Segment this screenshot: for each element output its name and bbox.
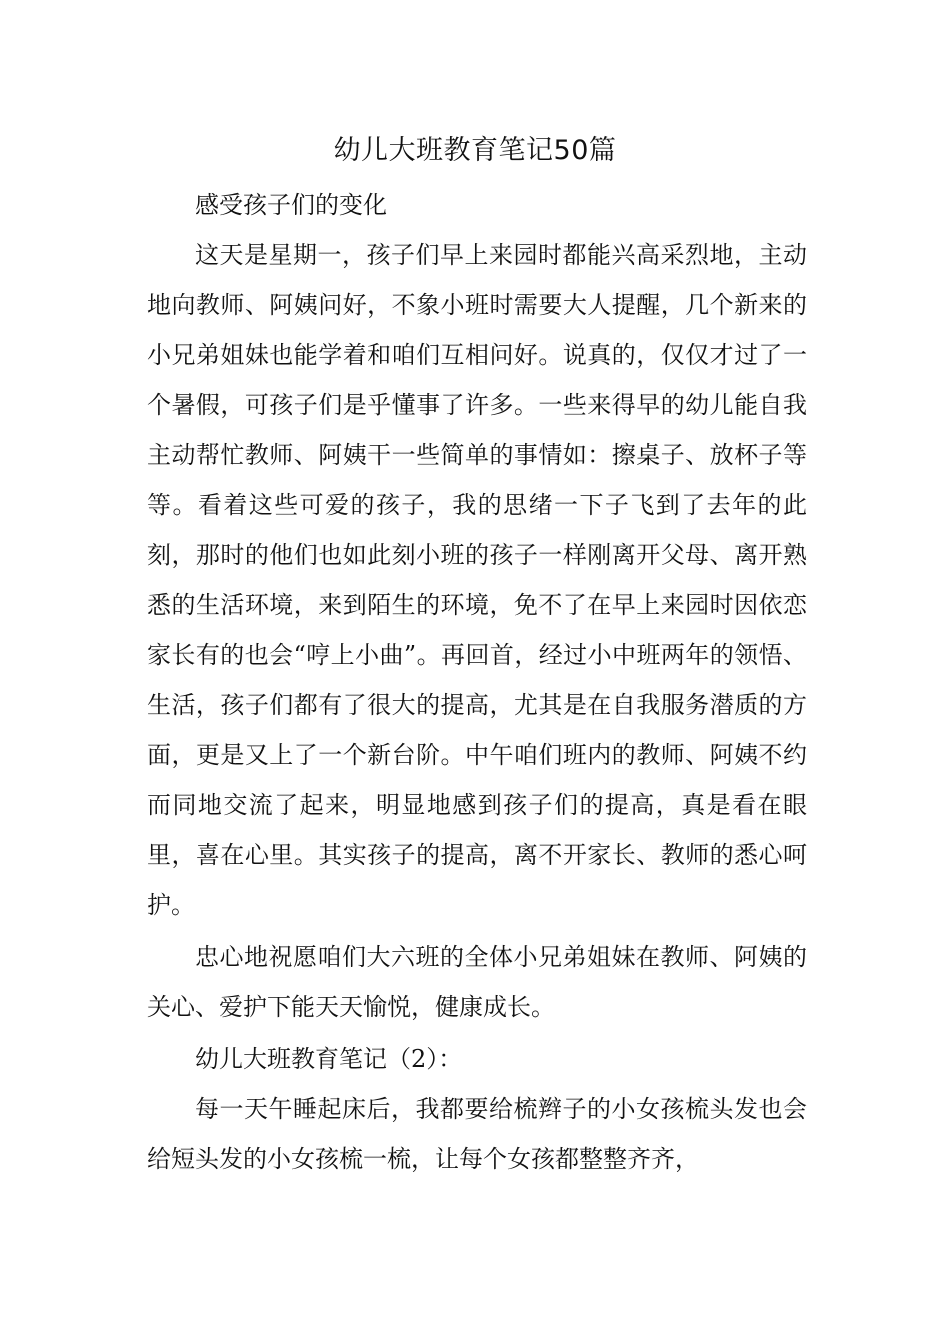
paragraph-2: 忠心地祝愿咱们大六班的全体小兄弟姐妹在教师、阿姨的关心、爱护下能天天愉悦，健康成长。	[147, 943, 807, 1021]
section-heading-2: 幼儿大班教育笔记（2）：	[195, 1045, 463, 1073]
paragraph-3: 每一天午睡起床后，我都要给梳辫子的小女孩梳头发也会给短头发的小女孩梳一梳，让每个女孩都整整齐齐，	[147, 1095, 807, 1173]
paragraph-1: 这天是星期一，孩子们早上来园时都能兴高采烈地，主动地向教师、阿姨问好，不象小班时需要大人提醒，几个新来的小兄弟姐妹也能学着和咱们互相问好。说真的，仅仅才过了一个暑假，可孩子们是乎懂事了许多。一些来得早的幼儿能自我主动帮忙教师、阿姨干一些简单的事情如：擦桌子、放杯子等等。看着这些可爱的孩子，我的思绪一下子飞到了去年的此刻，那时的他们也如此刻小班的孩子一样刚离开父母、离开熟悉的生活环境，来到陌生的环境，免不了在早上来园时因依恋家长有的也会“哼上小曲”。再回首，经过小中班两年的领悟、生活，孩子们都有了很大的提高，尤其是在自我服务潜质的方面，更是又上了一个新台阶。中午咱们班内的教师、阿姨不约而同地交流了起来，明显地感到孩子们的提高，真是看在眼里，喜在心里。其实孩子的提高，离不开家长、教师的悉心呵护。	[147, 241, 807, 919]
document-title: 幼儿大班教育笔记50篇	[333, 135, 617, 166]
document-body	[147, 180, 807, 1184]
section-heading-1: 感受孩子们的变化	[195, 191, 387, 219]
